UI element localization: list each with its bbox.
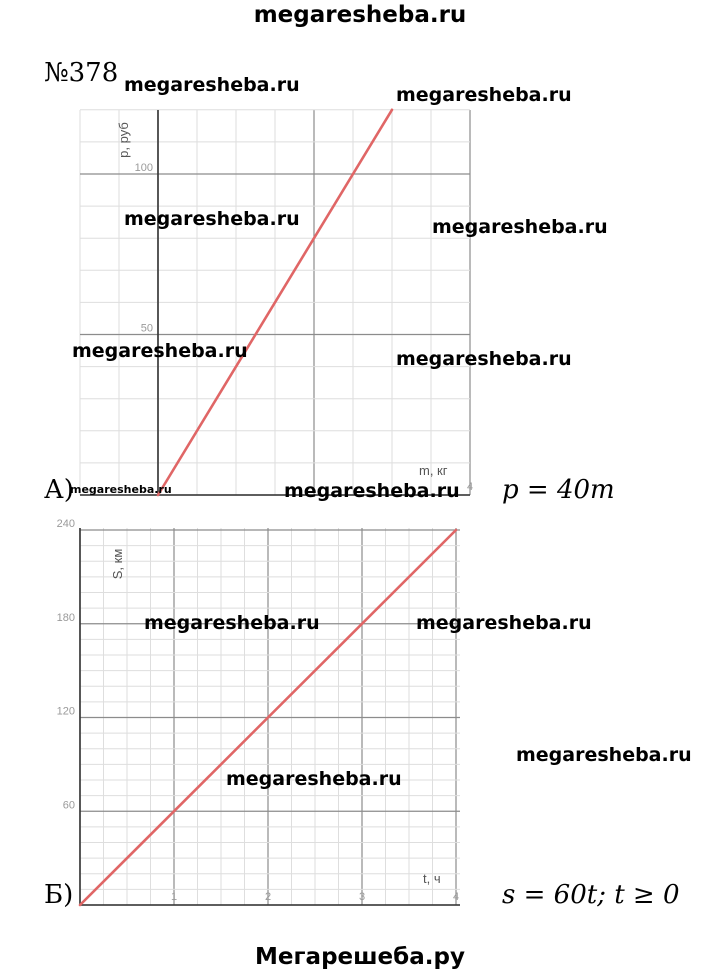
chart-b-x-axis-label: t, ч xyxy=(423,871,441,886)
chart-b-x-tick-label: 1 xyxy=(170,891,178,903)
watermark: megaresheba.ru xyxy=(284,480,460,502)
watermark: megaresheba.ru xyxy=(124,208,300,230)
footer-text: Мегарешеба.ру xyxy=(255,944,465,970)
chart-b-y-tick-label: 240 xyxy=(56,518,75,530)
watermark: megaresheba.ru xyxy=(516,744,692,766)
chart-b-y-tick-label: 60 xyxy=(62,799,75,812)
chart-a-x-tick-label: 4 xyxy=(466,481,474,493)
chart-b-x-tick-label: 4 xyxy=(452,891,460,903)
chart-b-y-tick-label: 180 xyxy=(56,611,75,624)
chart-b-x-tick-label: 3 xyxy=(358,891,366,903)
watermark: megaresheba.ru xyxy=(416,612,592,634)
chart-a-y-axis-label: p, руб xyxy=(116,122,131,158)
chart-a-y-tick-label: 100 xyxy=(134,162,153,174)
watermark: megaresheba.ru xyxy=(396,348,572,370)
watermark: megaresheba.ru xyxy=(396,84,572,106)
chart-b-part-label: Б) xyxy=(44,880,74,910)
watermark: megaresheba.ru xyxy=(124,74,300,96)
watermark: megaresheba.ru xyxy=(70,483,172,496)
watermark: megaresheba.ru xyxy=(144,612,320,634)
chart-b-formula: s = 60t; t ≥ 0 xyxy=(502,880,680,910)
watermark: megaresheba.ru xyxy=(432,216,608,238)
chart-a-formula: p = 40m xyxy=(502,475,615,505)
problem-number: №378 xyxy=(44,58,119,88)
chart-b-y-axis-label: S, км xyxy=(110,548,125,580)
watermark: megaresheba.ru xyxy=(72,340,248,362)
chart-a-y-tick-label: 50 xyxy=(140,322,153,335)
chart-a-x-axis-label: m, кг xyxy=(419,463,448,478)
chart-b-x-tick-label: 2 xyxy=(264,891,272,903)
chart-b-y-tick-label: 120 xyxy=(56,705,75,718)
watermark: megaresheba.ru xyxy=(226,768,402,790)
header-watermark: megaresheba.ru xyxy=(253,2,467,28)
chart-a-part-label: А) xyxy=(44,475,74,505)
